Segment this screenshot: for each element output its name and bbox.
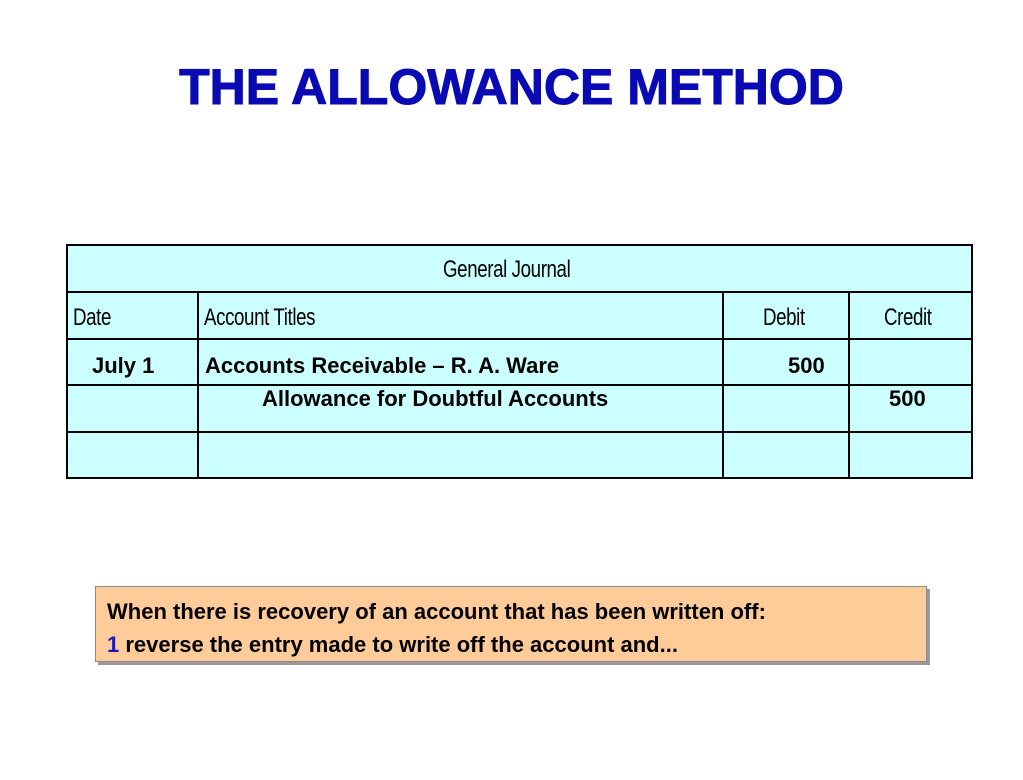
entry-credit-amount: 500 bbox=[889, 386, 926, 411]
step-number: 1 bbox=[107, 632, 120, 657]
step-text: reverse the entry made to write off the account and... bbox=[125, 632, 678, 657]
entry-debit-amount: 500 bbox=[788, 353, 825, 378]
note-line-2 bbox=[107, 632, 678, 658]
column-header-date: Date bbox=[73, 304, 111, 331]
slide-title: THE ALLOWANCE METHOD bbox=[179, 59, 844, 115]
column-header-credit: Credit bbox=[884, 304, 932, 331]
recovery-note-box bbox=[95, 586, 927, 662]
table-divider bbox=[68, 338, 971, 340]
journal-heading: General Journal bbox=[443, 256, 571, 283]
table-divider bbox=[68, 431, 971, 433]
entry-account-debit: Accounts Receivable – R. A. Ware bbox=[205, 353, 560, 378]
column-header-account-titles: Account Titles bbox=[204, 304, 316, 331]
column-divider bbox=[848, 291, 850, 477]
general-journal-table bbox=[66, 244, 973, 479]
column-divider bbox=[722, 291, 724, 477]
column-header-debit: Debit bbox=[763, 304, 805, 331]
note-line-1: When there is recovery of an account that has been written off: bbox=[107, 599, 766, 624]
entry-date: July 1 bbox=[92, 353, 155, 378]
column-divider bbox=[197, 291, 199, 477]
table-divider bbox=[68, 291, 971, 293]
entry-account-credit: Allowance for Doubtful Accounts bbox=[262, 386, 609, 411]
